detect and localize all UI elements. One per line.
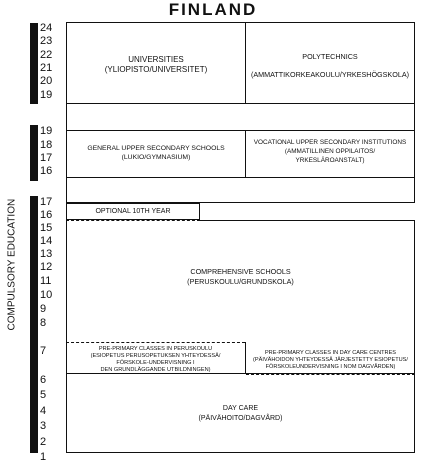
label-general-upper-secondary: GENERAL UPPER SECONDARY SCHOOLS (LUKIO/GYMNASIUM) [87, 145, 225, 161]
age-bar-basic [30, 196, 38, 453]
label-preprimary-peruskoulu: PRE-PRIMARY CLASSES IN PERUSKOULU (ESIOPETUS PERUSOPETUKSEN YHTEYDESSÄ/ FÖRSKOLE-UNDERVISNING I DEN GRUNDLÄGGANDE UTBILDNINGEN) [90, 346, 221, 373]
age-label: 6 [40, 373, 47, 386]
age-label: 16 [40, 209, 53, 221]
age-label: 17 [40, 196, 53, 208]
age-label: 23 [40, 35, 53, 47]
label-universities: UNIVERSITIES (YLIOPISTO/UNIVERSITET) [104, 55, 208, 74]
age-bar-higher [30, 23, 38, 104]
age-label: 19 [40, 89, 53, 101]
box-gap-secondary [66, 177, 415, 203]
label-day-care: DAY CARE (PÄIVÄHOITO/DAGVÅRD) [198, 405, 283, 422]
age-label: 11 [40, 275, 52, 287]
age-label: 9 [40, 303, 47, 315]
label-comprehensive-schools: COMPREHENSIVE SCHOOLS (PERUSKOULU/GRUNDSKOLA) [187, 267, 294, 286]
age-label: 15 [40, 222, 53, 234]
age-label: 13 [40, 248, 53, 260]
box-day-care-top-line [66, 373, 246, 374]
age-label: 17 [40, 152, 53, 164]
age-label: 5 [40, 389, 47, 401]
compulsory-education-label: COMPULSORY EDUCATION [6, 198, 18, 331]
age-label: 14 [40, 235, 53, 247]
age-label: 21 [40, 62, 53, 74]
age-label: 3 [40, 420, 47, 432]
label-preprimary-daycare: PRE-PRIMARY CLASSES IN DAY CARE CENTRES (PÄIVÄHOIDON YHTEYDESSÄ JÄRJESTETTY ESIOPETUS/ FÖRSKOLEUNDERVISNING I NOM DAGVÅRDEN) [253, 350, 408, 370]
age-label: 19 [40, 125, 53, 137]
box-gap-higher [66, 103, 415, 131]
diagram-title: FINLAND [168, 0, 258, 19]
age-label: 8 [40, 317, 47, 329]
age-label: 12 [40, 261, 53, 273]
age-label: 7 [40, 345, 47, 357]
dashed-line-preprimary-school [66, 342, 245, 343]
age-label: 18 [40, 139, 53, 151]
box-comprehensive-top-line [200, 220, 415, 221]
age-bar-secondary [30, 125, 38, 181]
age-label: 20 [40, 75, 53, 87]
label-polytechnics: POLYTECHNICS (AMMATTIKORKEAKOULU/YRKESHÖGSKOLA) [250, 52, 410, 79]
age-label: 2 [40, 435, 47, 448]
age-label: 1 [40, 451, 47, 463]
age-label: 10 [40, 289, 53, 301]
label-vocational-upper-secondary: VOCATIONAL UPPER SECONDARY INSTITUTIONS (AMMATILLINEN OPPILAITOS/ YRKESLÄROANSTALT) [253, 139, 407, 164]
age-label: 4 [40, 404, 47, 417]
label-optional-10th-year: OPTIONAL 10TH YEAR [95, 208, 171, 215]
age-label: 24 [40, 22, 53, 34]
age-label: 22 [40, 49, 53, 61]
age-label: 16 [40, 165, 53, 177]
